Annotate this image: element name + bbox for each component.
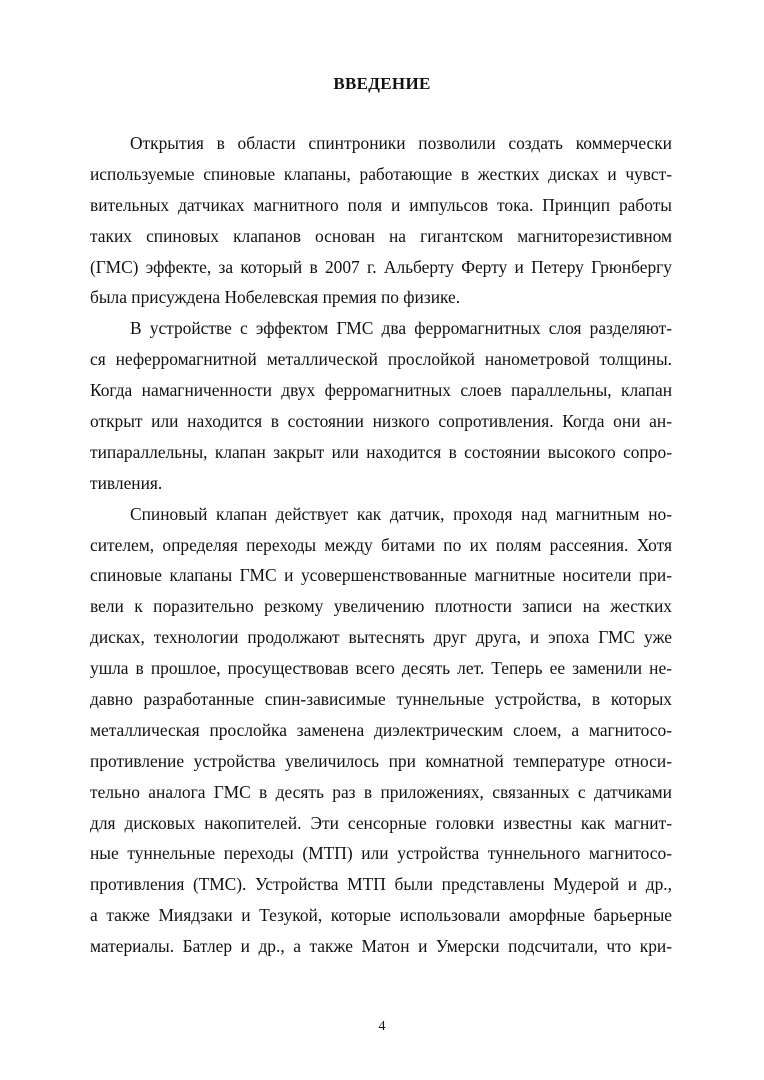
text-line: ся неферромагнитной металлической прослойкой нанометровой толщины. bbox=[90, 349, 672, 370]
text-line: В устройстве с эффектом ГМС два ферромагнитных слоя разделяют- bbox=[130, 318, 672, 339]
text-line: ные туннельные переходы (МТП) или устройства туннельного магнитосо- bbox=[90, 843, 672, 864]
text-line: сителем, определяя переходы между битами по их полям рассеяния. Хотя bbox=[90, 534, 672, 555]
text-line: дисках, технологии продолжают вытеснять друг друга, и эпоха ГМС уже bbox=[90, 627, 672, 648]
text-line: Открытия в области спинтроники позволили создать коммерчески bbox=[130, 133, 672, 153]
text-line: таких спиновых клапанов основан на гигантском магниторезистивном bbox=[90, 225, 672, 246]
text-line: (ГМС) эффекте, за который в 2007 г. Альберту Ферту и Петеру Грюнбергу bbox=[90, 256, 672, 277]
text-line: тельно аналога ГМС в десять раз в приложениях, связанных с датчиками bbox=[90, 781, 672, 802]
text-line: противления (ТМС). Устройства МТП были представлены Мудерой и др., bbox=[90, 874, 672, 895]
text-line: спиновые клапаны ГМС и усовершенствованные магнитные носители при- bbox=[90, 565, 672, 586]
text-line: давно разработанные спин-зависимые туннельные устройства, в которых bbox=[90, 689, 672, 710]
text-line: Спиновый клапан действует как датчик, проходя над магнитным но- bbox=[130, 503, 672, 524]
text-line: а также Миядзаки и Тезукой, которые использовали аморфные барьерные bbox=[90, 905, 672, 926]
text-line: ушла в прошлое, просуществовав всего десять лет. Теперь ее заменили не- bbox=[90, 658, 672, 679]
text-line: тивления. bbox=[90, 472, 163, 493]
text-line: Когда намагниченности двух ферромагнитных слоев параллельны, клапан bbox=[90, 380, 672, 401]
text-line: вели к поразительно резкому увеличению плотности записи на жестких bbox=[90, 596, 672, 617]
text-line: металлическая прослойка заменена диэлектрическим слоем, а магнитосо- bbox=[90, 719, 672, 740]
text-line: используемые спиновые клапаны, работающие в жестких дисках и чувст- bbox=[90, 163, 672, 184]
text-line: была присуждена Нобелевская премия по физике. bbox=[90, 287, 461, 308]
body-text bbox=[90, 128, 672, 962]
text-line: для дисковых накопителей. Эти сенсорные головки известны как магнит- bbox=[90, 812, 672, 833]
text-line: вительных датчиках магнитного поля и импульсов тока. Принцип работы bbox=[90, 194, 672, 215]
text-line: типараллельны, клапан закрыт или находится в состоянии высокого сопро- bbox=[90, 441, 672, 462]
text-line: материалы. Батлер и др., а также Матон и Умерски подсчитали, что кри- bbox=[90, 936, 672, 957]
text-line: открыт или находится в состоянии низкого сопротивления. Когда они ан- bbox=[90, 411, 672, 432]
page-number: 4 bbox=[378, 1019, 386, 1034]
page-title: ВВЕДЕНИЕ bbox=[333, 74, 431, 93]
text-line: противление устройства увеличилось при комнатной температуре относи- bbox=[90, 750, 672, 771]
